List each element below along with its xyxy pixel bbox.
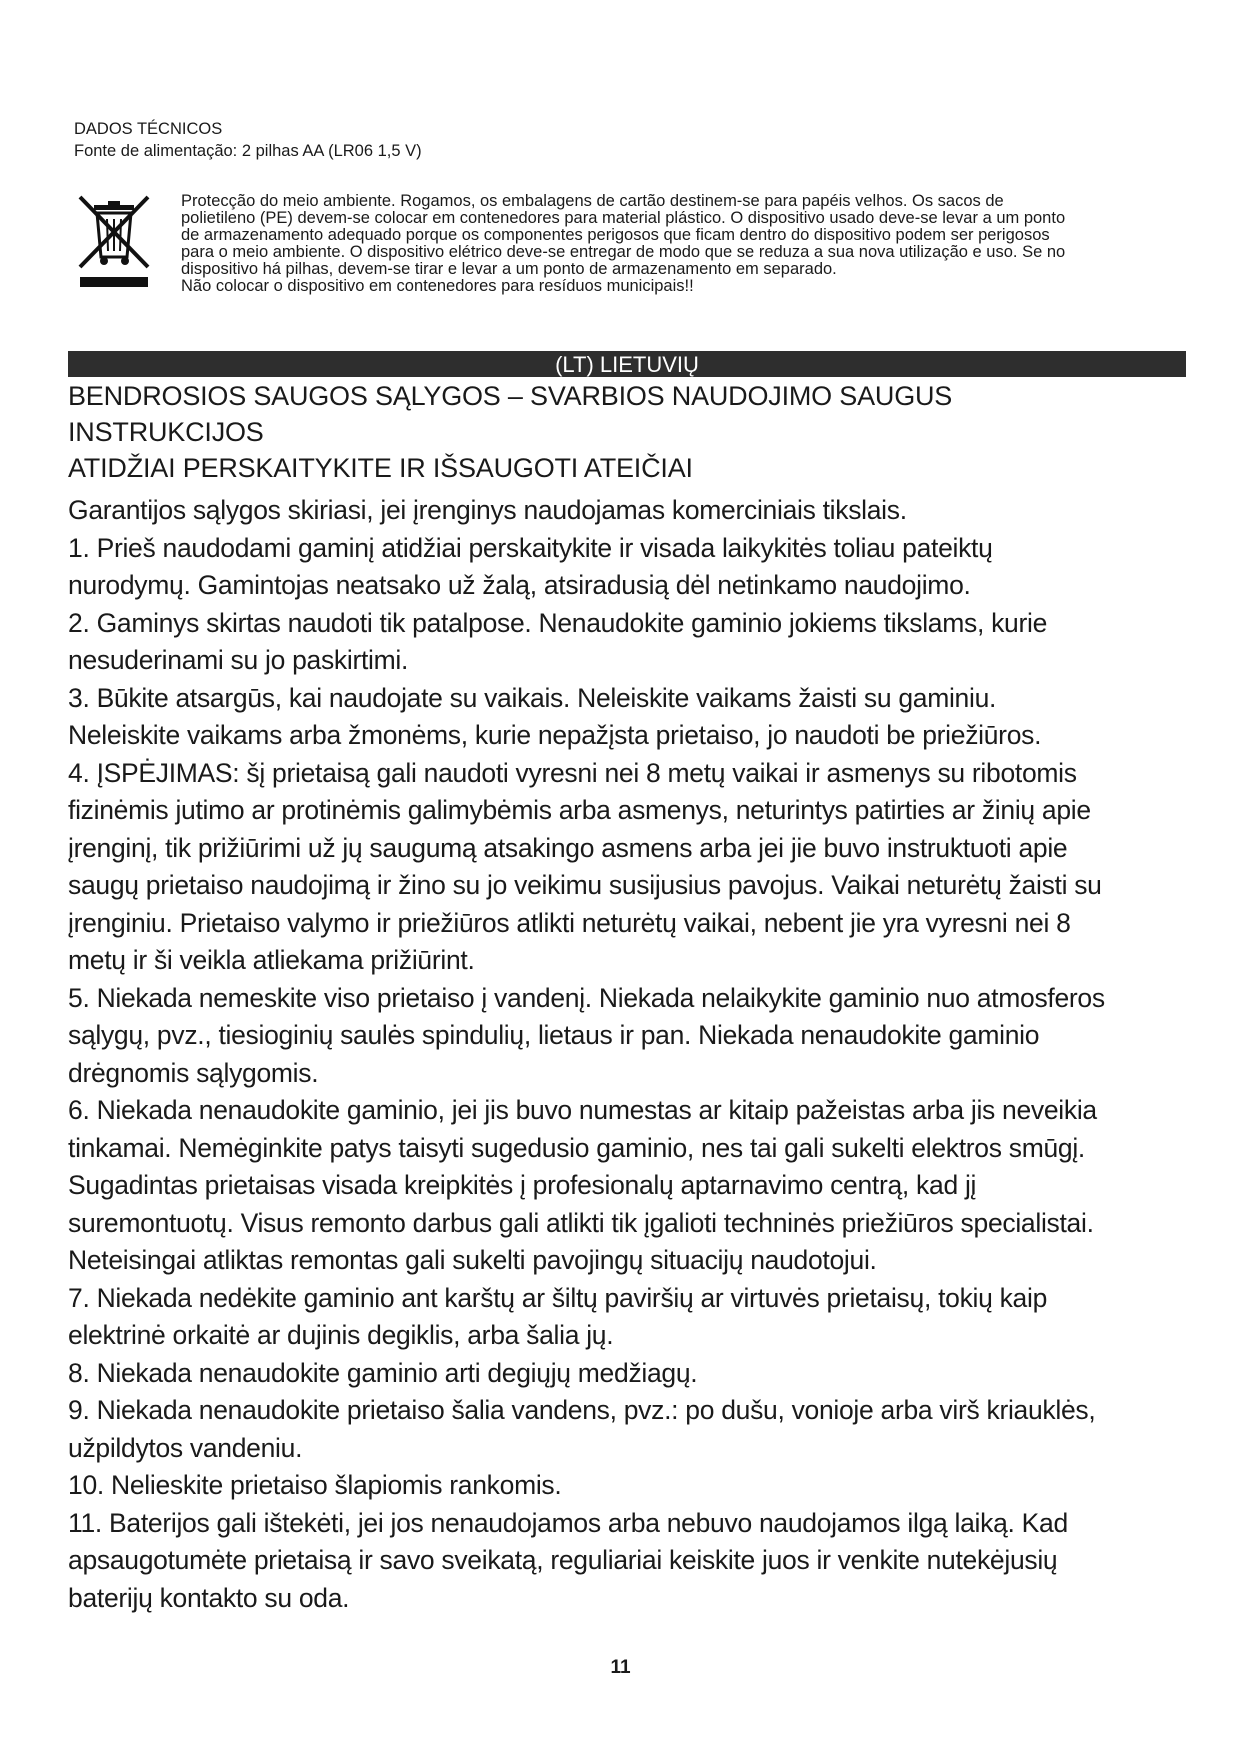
safety-instructions xyxy=(68,492,1188,1617)
instruction-line: Neteisingai atliktas remontas gali sukelti pavojingų situacijų naudotojui. xyxy=(68,1245,877,1275)
instruction-line: 2. Gaminys skirtas naudoti tik patalpose. Nenaudokite gaminio jokiems tikslams, kurie xyxy=(68,607,1048,638)
environment-line: Protecção do meio ambiente. Rogamos, os embalagens de cartão destinem-se para papéis velhos. Os sacos de xyxy=(181,192,1004,210)
instruction-line: 8. Niekada nenaudokite gaminio arti degiųjų medžiagų. xyxy=(68,1357,698,1388)
instruction-line: tinkamai. Nemėginkite patys taisyti sugedusio gaminio, nes tai gali sukelti elektros smūgį. xyxy=(68,1132,1085,1163)
instruction-line: nurodymų. Gamintojas neatsako už žalą, atsiradusią dėl netinkamo naudojimo. xyxy=(68,570,971,600)
page-number: 11 xyxy=(610,1657,631,1678)
instruction-line: nesuderinami su jo paskirtimi. xyxy=(68,645,409,675)
instruction-line: 10. Nelieskite prietaiso šlapiomis rankomis. xyxy=(68,1470,562,1500)
instruction-line: 11. Baterijos gali ištekėti, jei jos nenaudojamos arba nebuvo naudojamos ilgą laiką. Kad xyxy=(68,1507,1068,1538)
instruction-line: 5. Niekada nemeskite viso prietaiso į vandenį. Niekada nelaikykite gaminio nuo atmosferos xyxy=(68,982,1105,1013)
safety-heading-line: INSTRUKCIJOS xyxy=(68,417,264,447)
instruction-line: Sugadintas prietaisas visada kreipkitės į profesionalų aptarnavimo centrą, kad jį xyxy=(68,1170,977,1200)
instruction-line: Neleiskite vaikams arba žmonėms, kurie nepažįsta prietaiso, jo naudoti be priežiūros. xyxy=(68,720,1042,750)
environment-line: polietileno (PE) devem-se colocar em contenedores para material plástico. O dispositivo usado deve-se levar a um ponto xyxy=(181,209,1066,227)
instruction-line: 3. Būkite atsargūs, kai naudojate su vaikais. Neleiskite vaikams žaisti su gaminiu. xyxy=(68,682,997,713)
environment-line: de armazenamento adequado porque os componentes perigosos que ficam dentro do dispositivo podem ser perigosos xyxy=(181,226,1050,244)
instruction-line: drėgnomis sąlygomis. xyxy=(68,1057,319,1088)
instruction-line: 9. Niekada nenaudokite prietaiso šalia vandens, pvz.: po dušu, vonioje arba virš kriauklės, xyxy=(68,1395,1096,1425)
environment-line: para o meio ambiente. O dispositivo elétrico deve-se entregar de modo que se reduza a sua nova utilização e uso. Se no xyxy=(181,243,1066,261)
safety-heading xyxy=(68,378,1168,486)
crossed-out-wheelie-bin-icon xyxy=(74,193,154,289)
instruction-line: suremontuotų. Visus remonto darbus gali atlikti tik įgalioti techninės priežiūros specialistai. xyxy=(68,1207,1094,1238)
environment-protection-notice xyxy=(181,193,1171,295)
instruction-line: įrenginį, tik prižiūrimi už jų saugumą atsakingo asmens arba jei jie buvo instruktuoti apie xyxy=(68,832,1068,863)
instruction-line: fizinėmis jutimo ar protinėmis galimybėmis arba asmenys, neturintys patirties ar žinių apie xyxy=(68,795,1091,825)
instruction-line: apsaugotumėte prietaisą ir savo sveikatą, reguliariai keiskite juos ir venkite nutekėjusių xyxy=(68,1545,1058,1575)
instruction-line: 6. Niekada nenaudokite gaminio, jei jis buvo numestas ar kitaip pažeistas arba jis neveikia xyxy=(68,1095,1097,1125)
instruction-line: baterijų kontakto su oda. xyxy=(68,1582,350,1613)
instruction-line: 1. Prieš naudodami gaminį atidžiai perskaitykite ir visada laikykitės toliau pateiktų xyxy=(68,532,993,563)
instruction-line: 7. Niekada nedėkite gaminio ant karštų ar šiltų paviršių ar virtuvės prietaisų, tokių kaip xyxy=(68,1282,1048,1313)
instruction-line: saugų prietaiso naudojimą ir žino su jo veikimu susijusius pavojus. Vaikai neturėtų žaisti su xyxy=(68,870,1102,900)
instruction-line: įrenginiu. Prietaiso valymo ir priežiūros atlikti neturėtų vaikai, nebent jie yra vyresni nei 8 xyxy=(68,907,1071,938)
safety-heading-line: ATIDŽIAI PERSKAITYKITE IR IŠSAUGOTI ATEIČIAI xyxy=(68,453,693,483)
instruction-line: elektrinė orkaitė ar dujinis degiklis, arba šalia jų. xyxy=(68,1320,614,1350)
safety-heading-line: BENDROSIOS SAUGOS SĄLYGOS – SVARBIOS NAUDOJIMO SAUGUS xyxy=(68,381,953,411)
power-supply-spec: Fonte de alimentação: 2 pilhas AA (LR06 1,5 V) xyxy=(74,142,422,160)
environment-line: dispositivo há pilhas, devem-se tirar e levar a um ponto de armazenamento em separado. xyxy=(181,260,837,278)
language-section-bar: (LT) LIETUVIŲ xyxy=(68,351,1186,377)
instruction-line: 4. ĮSPĖJIMAS: šį prietaisą gali naudoti vyresni nei 8 metų vaikai ir asmenys su ribotomis xyxy=(68,757,1077,788)
instruction-line: užpildytos vandeniu. xyxy=(68,1432,303,1463)
instruction-line: sąlygų, pvz., tiesioginių saulės spindulių, lietaus ir pan. Niekada nenaudokite gaminio xyxy=(68,1020,1040,1050)
technical-data xyxy=(74,118,422,162)
instruction-line: metų ir ši veikla atliekama prižiūrint. xyxy=(68,945,475,975)
environment-line: Não colocar o dispositivo em contenedores para resíduos municipais!! xyxy=(181,277,694,295)
instruction-line: Garantijos sąlygos skiriasi, jei įrenginys naudojamas komerciniais tikslais. xyxy=(68,495,907,525)
technical-data-title: DADOS TÉCNICOS xyxy=(74,120,223,138)
